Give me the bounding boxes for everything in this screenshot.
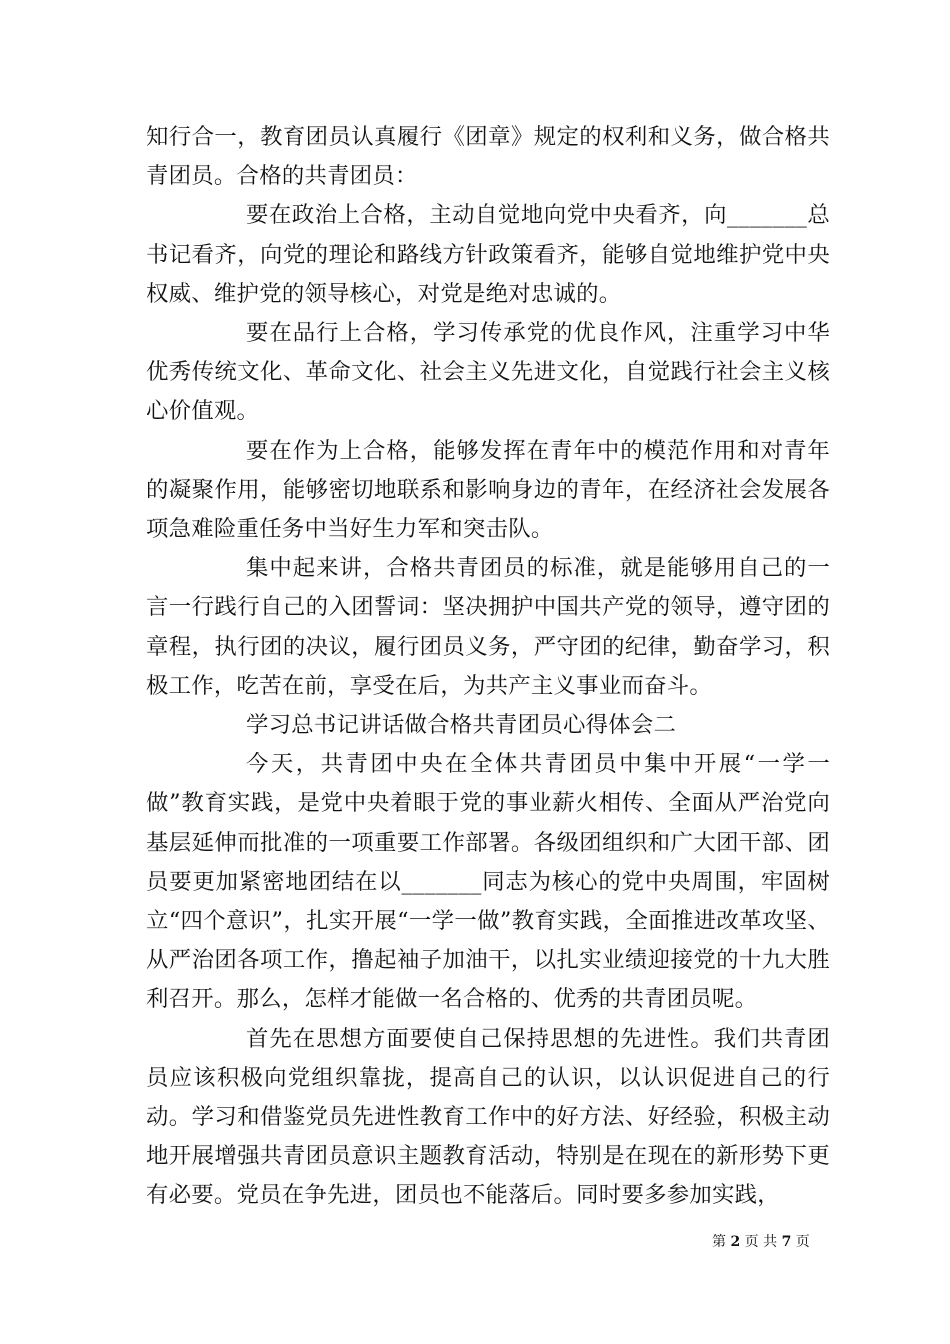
paragraph-1: 知行合一，教育团员认真履行《团章》规定的权利和义务，做合格共青团员。合格的共青团员： (146, 124, 830, 190)
footer-prefix: 第 (712, 1234, 726, 1250)
footer-suffix: 页 (795, 1234, 810, 1250)
paragraph-6: 今天，共青团中央在全体共青团员中集中开展“一学一做”教育实践，是党中央着眼于党的事业薪火相传、全面从严治党向基层延伸而批准的一项重要工作部署。各级团组织和广大团干部、团员要更加紧密地团结在以_______同志为核心的党中央周围，牢固树立“四个意识”，扎实开展“一学一做”教育实践，全面推进改革攻坚、从严治团各项工作，撸起袖子加油干，以扎实业绩迎接党的十九大胜利召开。那么，怎样才能做一名合格的、优秀的共青团员呢。 (146, 751, 830, 1013)
paragraph-3: 要在品行上合格，学习传承党的优良作风，注重学习中华优秀传统文化、革命文化、社会主义先进文化，自觉践行社会主义核心价值观。 (146, 320, 830, 425)
paragraph-2: 要在政治上合格，主动自觉地向党中央看齐，向_______总书记看齐，向党的理论和路线方针政策看齐，能够自觉地维护党中央权威、维护党的领导核心，对党是绝对忠诚的。 (146, 202, 830, 307)
paragraph-5: 集中起来讲，合格共青团员的标准，就是能够用自己的一言一行践行自己的入团誓词：坚决拥护中国共产党的领导，遵守团的章程，执行团的决议，履行团员义务，严守团的纪律，勤奋学习，积极工作，吃苦在前，享受在后，为共产主义事业而奋斗。 (146, 555, 830, 699)
document-body (146, 118, 830, 1216)
page-footer (712, 1231, 810, 1251)
footer-page-number: 2 (730, 1234, 741, 1250)
footer-middle: 页 共 (744, 1234, 778, 1250)
paragraph-7: 首先在思想方面要使自己保持思想的先进性。我们共青团员应该积极向党组织靠拢，提高自己的认识，以认识促进自己的行动。学习和借鉴党员先进性教育工作中的好方法、好经验，积极主动地开展增强共青团员意识主题教育活动，特别是在现在的新形势下更有必要。党员在争先进，团员也不能落后。同时要多参加实践， (146, 1025, 830, 1209)
paragraph-4: 要在作为上合格，能够发挥在青年中的模范作用和对青年的凝聚作用，能够密切地联系和影响身边的青年，在经济社会发展各项急难险重任务中当好生力军和突击队。 (146, 437, 830, 543)
footer-total-pages: 7 (781, 1234, 792, 1250)
section-title: 学习总书记讲话做合格共青团员心得体会二 (246, 712, 677, 739)
